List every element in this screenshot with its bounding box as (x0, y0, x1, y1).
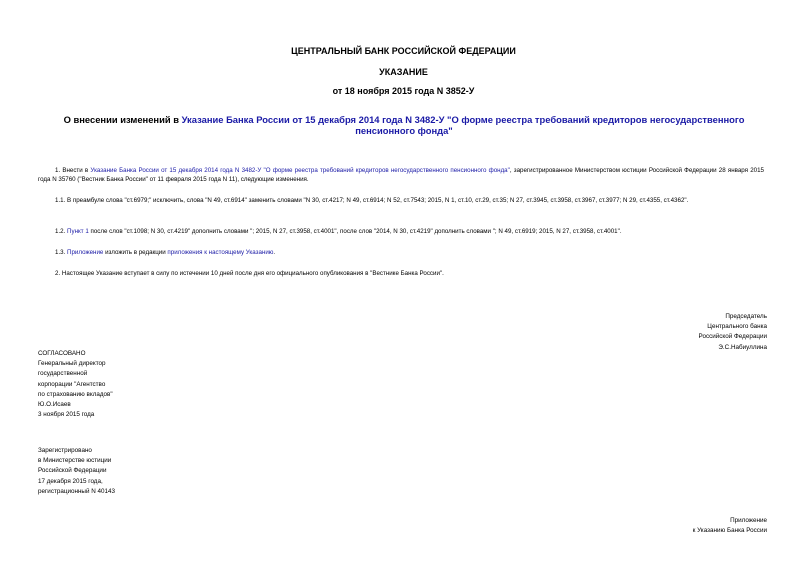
signature-line: Э.С.Набиуллина (718, 343, 767, 351)
registration-line: регистрационный N 40143 (38, 487, 116, 495)
doc-date-number: от 18 ноября 2015 года N 3852-У (332, 86, 475, 96)
annex-line: к Указанию Банка России (692, 527, 767, 535)
paragraph-1-suffix: , зарегистрированное Министерством юстиции Российской Федерации 28 января 2015 года N 35760 ("Вестник Банка России" от 11 февраля 2015 года N 11), следующие изменения. (38, 167, 764, 183)
signature-block (699, 312, 767, 353)
registration-block (38, 446, 115, 497)
annex-heading (693, 516, 767, 536)
paragraph-1-3-link-annex[interactable]: Приложение (67, 249, 104, 256)
paragraph-1-3-prefix: 1.3. (55, 249, 68, 256)
agreed-line: 3 ноября 2015 года (38, 411, 95, 419)
paragraph-1-3-mid: изложить в редакции (103, 249, 168, 256)
paragraph-1-3-suffix: . (273, 249, 276, 256)
signature-line: Российской Федерации (698, 333, 767, 341)
agreed-line: СОГЛАСОВАНО (38, 350, 86, 357)
paragraph-1 (38, 166, 764, 184)
signature-line: Центрального банка (707, 323, 767, 331)
registration-line: Зарегистрировано (38, 447, 92, 454)
registration-line: в Министерстве юстиции (38, 457, 112, 465)
paragraph-2 (38, 269, 764, 278)
registration-line: 17 декабря 2015 года, (38, 477, 103, 485)
registration-line: Российской Федерации (38, 467, 107, 475)
paragraph-1-prefix: 1. Внести в (55, 167, 91, 174)
paragraph-1-3-link-new-annex[interactable]: приложения к настоящему Указанию (167, 249, 274, 256)
agreed-line: государственной (38, 370, 88, 378)
agreed-line: по страхованию вкладов" (38, 390, 113, 398)
title-link[interactable]: Указание Банка России от 15 декабря 2014 года N 3482-У "О форме реестра требований кредиторов негосударственного пенсионного фонда" (181, 114, 745, 136)
paragraph-1-2-suffix: после слов "ст.1098; N 30, ст.4219" дополнить словами "; 2015, N 27, ст.3958, ст.4001", после слов "2014, N 30, ст.4219" дополнить словами "; N 49, ст.6919; 2015, N 27, ст.3958, ст.4001". (88, 228, 622, 235)
paragraph-1-2-link[interactable]: Пункт 1 (67, 228, 89, 235)
paragraph-1-2-prefix: 1.2. (55, 228, 68, 235)
issuer-heading: ЦЕНТРАЛЬНЫЙ БАНК РОССИЙСКОЙ ФЕДЕРАЦИИ (291, 46, 516, 56)
document-title (46, 114, 762, 136)
paragraph-2-text: 2. Настоящее Указание вступает в силу по истечении 10 дней после дня его официального опубликования в "Вестнике Банка России". (55, 270, 444, 277)
agreed-line: Ю.О.Исаев (38, 401, 71, 409)
paragraph-1-link[interactable]: Указание Банка России от 15 декабря 2014 года N 3482-У "О форме реестра требований кредиторов негосударственного пенсионного фонда" (90, 167, 510, 174)
paragraph-1-2 (38, 227, 764, 236)
paragraph-1-1-text: 1.1. В преамбуле слова "ст.6979;" исключить, слова "N 49, ст.6914" заменить словами "N 30, ст.4217; N 49, ст.6914; N 52, ст.7543; 2015, N 1, ст.10, ст.29, ст.35; N 27, ст.3945, ст.3958, ст.3967, ст.3977; N 29, ст.4355, ст.4362". (55, 197, 689, 204)
doc-type-heading: УКАЗАНИЕ (379, 67, 428, 77)
title-prefix: О внесении изменений в (63, 114, 182, 125)
annex-line: Приложение (730, 517, 767, 524)
paragraph-1-3 (38, 248, 764, 257)
paragraph-1-1 (38, 196, 764, 205)
agreed-block (38, 349, 113, 420)
signature-line: Председатель (725, 313, 767, 320)
agreed-line: Генеральный директор (38, 360, 106, 368)
agreed-line: корпорации "Агентство (38, 380, 106, 388)
